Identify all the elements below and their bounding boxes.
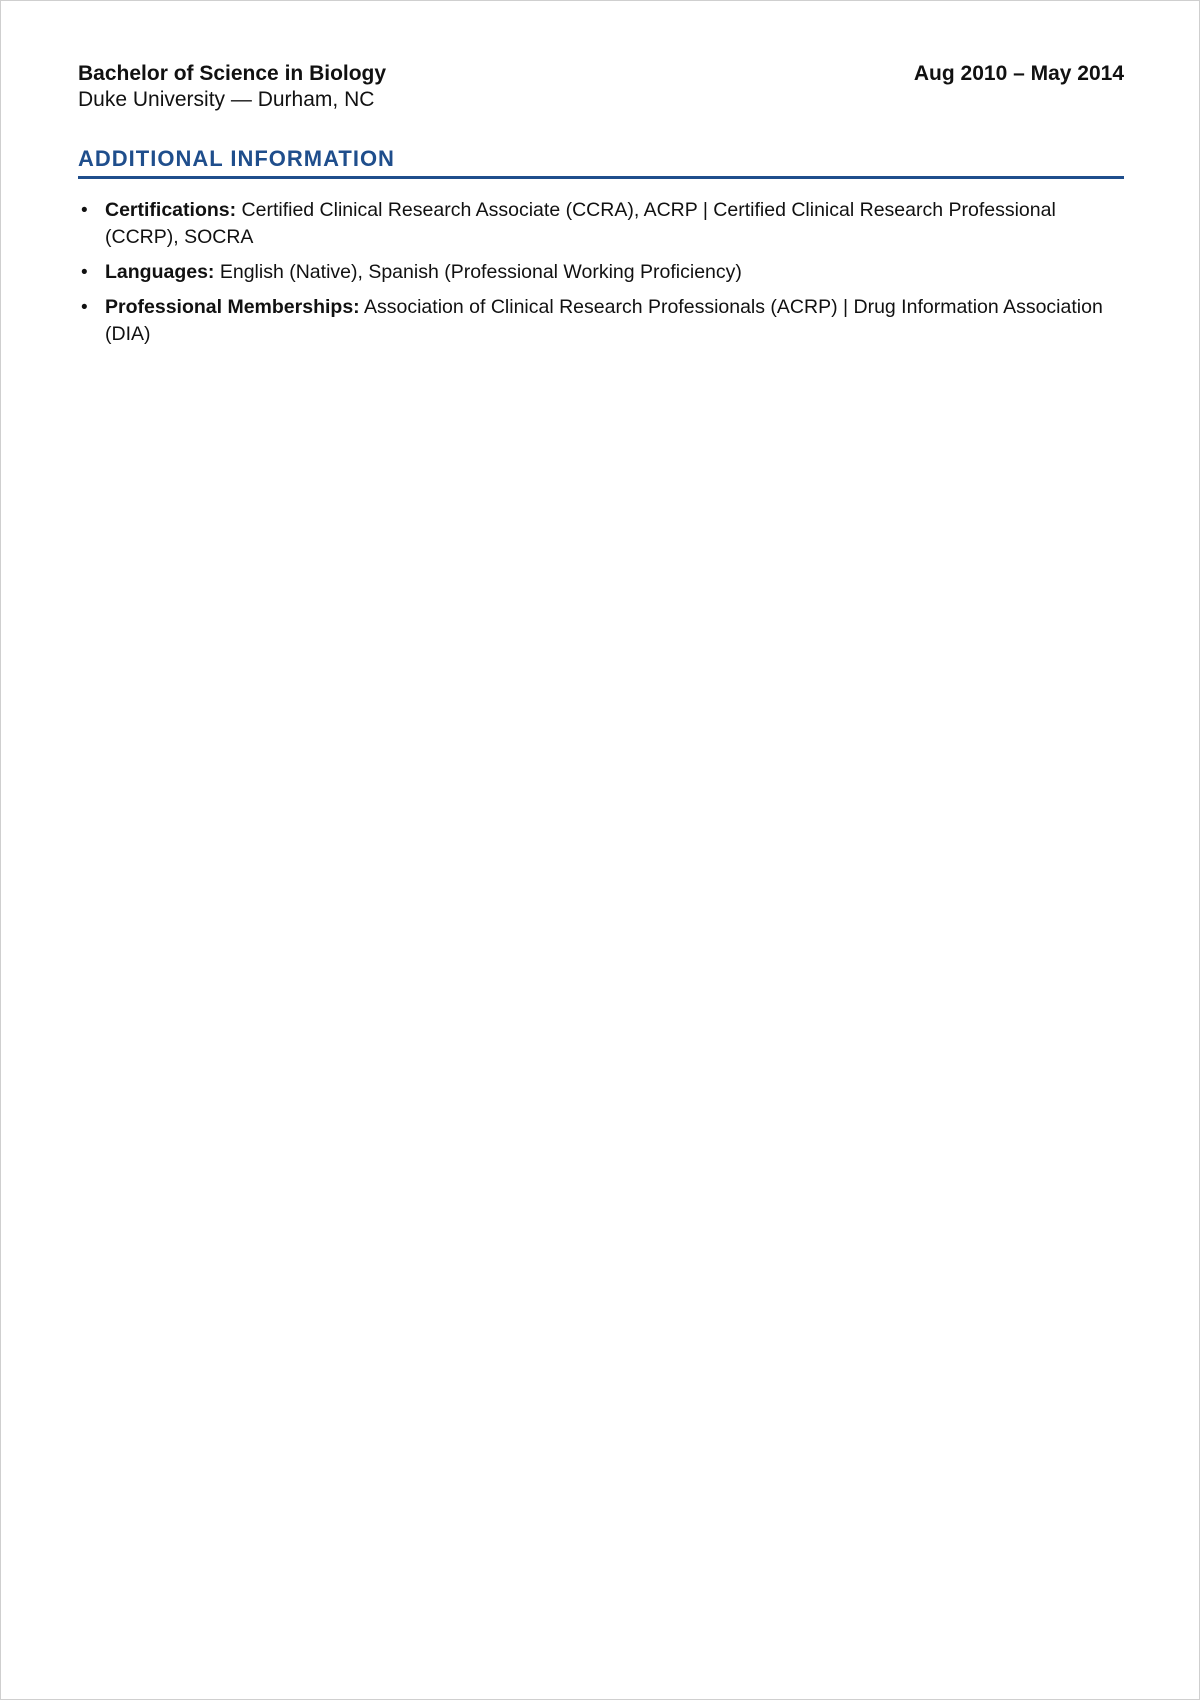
additional-information-list: [78, 197, 1124, 348]
resume-content: [78, 59, 1124, 356]
school-location: Duke University — Durham, NC: [78, 88, 375, 111]
item-label: Languages:: [105, 261, 215, 283]
section-heading-additional-information: ADDITIONAL INFORMATION: [78, 144, 1124, 179]
item-label: Professional Memberships:: [105, 296, 360, 318]
item-text: Certified Clinical Research Associate (CCRA), ACRP | Certified Clinical Research Professional (CCRP), SOCRA: [105, 199, 1056, 248]
bullet-icon: •: [81, 262, 88, 283]
degree-title: Bachelor of Science in Biology: [78, 62, 387, 85]
list-item-professional-memberships: [78, 294, 1124, 348]
bullet-icon: •: [81, 297, 88, 318]
education-dates: Aug 2010 – May 2014: [913, 62, 1124, 85]
education-entry-header: [78, 59, 1124, 89]
item-text: Association of Clinical Research Professionals (ACRP) | Drug Information Association (DIA): [105, 296, 1103, 345]
item-text: English (Native), Spanish (Professional Working Proficiency): [219, 261, 742, 283]
list-item-languages: [78, 259, 1124, 286]
bullet-icon: •: [81, 200, 88, 221]
item-label: Certifications:: [105, 199, 237, 221]
list-item-certifications: [78, 197, 1124, 251]
